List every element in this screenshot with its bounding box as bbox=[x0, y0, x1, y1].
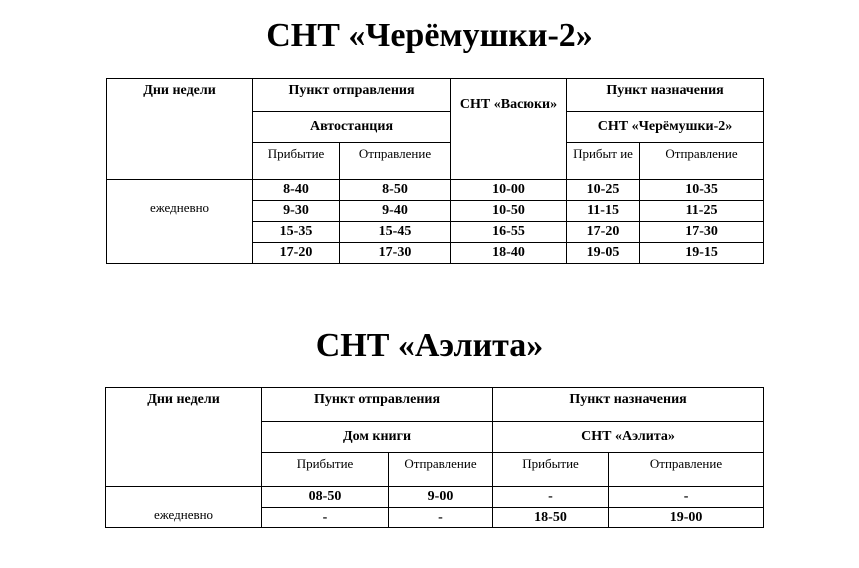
departure-label-destination: Отправление bbox=[640, 143, 764, 180]
destination-header: Пункт назначения bbox=[567, 79, 764, 112]
arrival-label-destination: Прибытие bbox=[493, 453, 609, 487]
time-cell: 8-40 bbox=[253, 180, 340, 201]
time-cell: 9-30 bbox=[253, 201, 340, 222]
departure-label-destination: Отправление bbox=[609, 453, 764, 487]
destination-header: Пункт назначения bbox=[493, 388, 764, 422]
time-cell: - bbox=[389, 508, 493, 528]
time-cell: 17-30 bbox=[340, 243, 451, 264]
departure-label: Отправление bbox=[340, 143, 451, 180]
time-cell: 11-15 bbox=[567, 201, 640, 222]
departure-header: Пункт отправления bbox=[253, 79, 451, 112]
time-cell: - bbox=[609, 487, 764, 508]
time-cell: 16-55 bbox=[451, 222, 567, 243]
time-cell: 19-00 bbox=[609, 508, 764, 528]
day-cell: ежедневно bbox=[106, 487, 262, 528]
time-cell: 18-50 bbox=[493, 508, 609, 528]
schedule-title-aelita: СНТ «Аэлита» bbox=[315, 327, 544, 364]
time-cell: 9-00 bbox=[389, 487, 493, 508]
time-cell: 15-35 bbox=[253, 222, 340, 243]
time-cell: 19-15 bbox=[640, 243, 764, 264]
time-cell: 11-25 bbox=[640, 201, 764, 222]
time-cell: 10-50 bbox=[451, 201, 567, 222]
time-cell: 8-50 bbox=[340, 180, 451, 201]
departure-point: Автостанция bbox=[253, 112, 451, 143]
time-cell: 17-20 bbox=[253, 243, 340, 264]
time-cell: 17-20 bbox=[567, 222, 640, 243]
time-cell: 19-05 bbox=[567, 243, 640, 264]
destination-point: СНТ «Черёмушки-2» bbox=[567, 112, 764, 143]
time-cell: - bbox=[493, 487, 609, 508]
time-cell: 17-30 bbox=[640, 222, 764, 243]
arrival-label: Прибытие bbox=[253, 143, 340, 180]
time-cell: - bbox=[262, 508, 389, 528]
schedule-table-cheremushki bbox=[106, 78, 764, 264]
departure-point: Дом книги bbox=[262, 422, 493, 453]
time-cell: 10-00 bbox=[451, 180, 567, 201]
arrival-label-destination: Прибыт ие bbox=[567, 143, 640, 180]
day-cell: ежедневно bbox=[107, 180, 253, 264]
departure-label: Отправление bbox=[389, 453, 493, 487]
arrival-label: Прибытие bbox=[262, 453, 389, 487]
days-header: Дни недели bbox=[107, 79, 253, 180]
time-cell: 10-35 bbox=[640, 180, 764, 201]
time-cell: 15-45 bbox=[340, 222, 451, 243]
schedule-title-cheremushki: СНТ «Черёмушки-2» bbox=[266, 17, 593, 54]
time-cell: 18-40 bbox=[451, 243, 567, 264]
destination-point: СНТ «Аэлита» bbox=[493, 422, 764, 453]
schedule-table-aelita bbox=[105, 387, 764, 528]
time-cell: 9-40 bbox=[340, 201, 451, 222]
time-cell: 10-25 bbox=[567, 180, 640, 201]
departure-header: Пункт отправления bbox=[262, 388, 493, 422]
time-cell: 08-50 bbox=[262, 487, 389, 508]
days-header: Дни недели bbox=[106, 388, 262, 487]
intermediate-stop-header: СНТ «Васюки» bbox=[451, 79, 567, 180]
